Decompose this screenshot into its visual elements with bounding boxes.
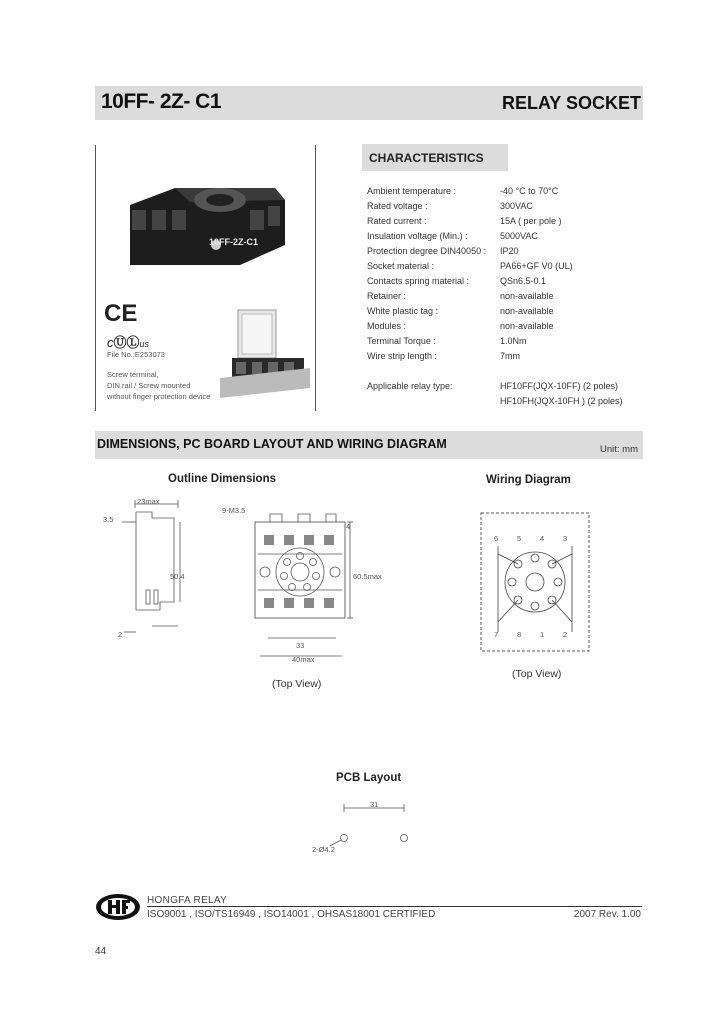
company-name: HONGFA RELAY: [147, 895, 228, 906]
socket-label: 10FF-2Z-C1: [209, 237, 259, 247]
ce-mark: CE: [104, 300, 138, 327]
ul-logo-icon: ⓊⓁ: [113, 335, 140, 350]
file-number: File No.:E253073: [107, 350, 165, 359]
applicable-relay-value: HF10FH(JQX-10FH ) (2 poles): [500, 396, 623, 406]
wiring-pin-top: 5: [517, 534, 522, 543]
revision: 2007 Rev. 1.00: [573, 909, 641, 920]
wiring-top-view-caption: (Top View): [512, 668, 562, 680]
dim-left-offset: 3.5: [103, 515, 114, 524]
wiring-pin-bottom: 1: [540, 630, 545, 639]
product-type-title: RELAY SOCKET: [501, 93, 641, 113]
applicable-relay-value: HF10FF(JQX-10FF) (2 poles): [500, 381, 619, 391]
wiring-pin-bottom: 2: [563, 630, 568, 639]
center-divider: [315, 145, 316, 411]
characteristics-header: [362, 144, 508, 171]
left-divider: [95, 145, 96, 411]
unit-label: Unit: mm: [600, 444, 638, 455]
dim-pitch: 33: [296, 641, 305, 650]
dim-height: 50.4: [170, 572, 185, 581]
outline-dimensions-title: Outline Dimensions: [168, 473, 276, 485]
spec-value: PA66+GF V0 (UL): [500, 261, 573, 271]
dim-side-4: 4: [346, 522, 351, 531]
spec-label: Socket material :: [367, 261, 435, 271]
feature-line-2: DIN rail / Screw mounted: [107, 381, 191, 390]
spec-value: 5000VAC: [500, 231, 538, 241]
footer-divider: [147, 906, 642, 907]
spec-label: Modules :: [367, 321, 407, 331]
dim-width-max: 23max: [137, 497, 160, 506]
spec-value: 7mm: [500, 351, 520, 361]
spec-value: -40 °C to 70°C: [500, 186, 559, 196]
page-number: 44: [95, 946, 107, 957]
spec-value: QSn6.5-0.1: [500, 276, 547, 286]
ul-mark: [107, 332, 149, 351]
spec-value: IP20: [500, 246, 519, 256]
pcb-pitch: 31: [370, 800, 379, 809]
hongfa-logo-icon: [94, 892, 142, 922]
certifications: ISO9001 , ISO/TS16949 , ISO14001 , OHSAS18001 CERTIFIED: [147, 909, 436, 920]
spec-label: Rated voltage :: [367, 201, 428, 211]
spec-label: Retainer :: [367, 291, 407, 301]
dim-small: 2: [118, 630, 123, 639]
wiring-pin-bottom: 8: [517, 630, 522, 639]
spec-label: Terminal Torque :: [367, 336, 436, 346]
feature-line-3: without finger protection device: [107, 392, 211, 401]
spec-label: White plastic tag :: [367, 306, 439, 316]
dimensions-section-title: DIMENSIONS, PC BOARD LAYOUT AND WIRING DIAGRAM: [97, 437, 447, 451]
spec-label: Contacts spring material :: [367, 276, 470, 286]
wiring-pin-top: 6: [494, 534, 499, 543]
spec-label: Rated current :: [367, 216, 427, 226]
feature-line-1: Screw terminal,: [107, 370, 159, 379]
wiring-pin-bottom: 7: [494, 630, 499, 639]
spec-value: non-available: [500, 306, 554, 316]
outline-drawing: [100, 492, 360, 667]
dim-total-width: 40max: [292, 655, 315, 664]
spec-label: Protection degree DIN40050 :: [367, 246, 487, 256]
spec-label: Ambient temperature :: [367, 186, 457, 196]
spec-label: Wire strip length :: [367, 351, 438, 361]
spec-value: 15A ( per pole ): [500, 216, 562, 226]
pcb-layout-title: PCB Layout: [336, 772, 402, 784]
dim-screw: 9-M3.5: [222, 506, 246, 515]
model-title: 10FF- 2Z- C1: [101, 90, 222, 113]
applicable-relay-label: Applicable relay type:: [367, 381, 453, 391]
wiring-diagram-title: Wiring Diagram: [486, 474, 571, 486]
spec-value: non-available: [500, 321, 554, 331]
spec-value: 300VAC: [500, 201, 533, 211]
outline-top-view-caption: (Top View): [272, 678, 322, 690]
dim-total-height: 60.5max: [353, 572, 382, 581]
pcb-hole: 2-Ø4.2: [312, 845, 335, 854]
characteristics-title: CHARACTERISTICS: [369, 151, 484, 165]
spec-label: Insulation voltage (Min.) :: [367, 231, 468, 241]
spec-value: non-available: [500, 291, 554, 301]
wiring-pin-top: 3: [563, 534, 568, 543]
spec-value: 1.0Nm: [500, 336, 527, 346]
ul-mark-c: c: [107, 335, 114, 350]
wiring-pin-top: 4: [540, 534, 545, 543]
ul-mark-us: us: [139, 339, 150, 349]
